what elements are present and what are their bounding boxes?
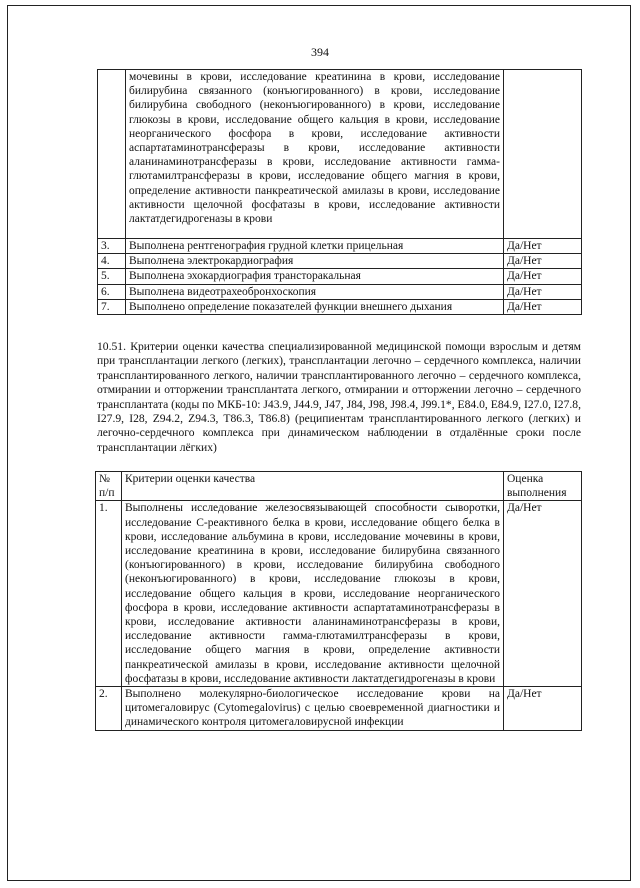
criteria-text: Выполнена рентгенография грудной клетки прицельная <box>126 239 504 254</box>
row-number <box>98 70 126 239</box>
rating-cell: Да/Нет <box>504 239 582 254</box>
table-header-row <box>96 472 582 501</box>
criteria-text: Выполнена электрокардиография <box>126 254 504 269</box>
table-row <box>98 299 582 314</box>
row-number: 6. <box>98 284 126 299</box>
table-row <box>98 254 582 269</box>
page-number: 394 <box>311 45 329 59</box>
criteria-text: Выполнено молекулярно-биологическое исследование крови на цитомегаловирус (Cytomegalovirus) с целью своевременной диагностики и динамического контроля цитомегаловирусной инфекции <box>122 687 504 731</box>
section-heading-paragraph: 10.51. Критерии оценки качества специализированной медицинской помощи взрослым и детям при трансплантации легкого (легких), трансплантации легочно – сердечного комплекса, наличии трансплантированного легкого, наличии трансплантированного легочно – сердечного комплекса, отмирании и отторжении трансплантата легкого, отмирании и отторжении легочно – сердечного трансплантата (коды по МКБ-10: J43.9, J44.9, J47, J84, J98, J98.4, J99.1*, E84.0, E84.9, I27.0, I27.8, I27.9, I28, Z94.2, Z94.3, T86.3, T86.8) (реципиентам трансплантированного легкого (легких) и легочно-сердечного комплекса при динамическом наблюдении в отдалённые сроки после трансплантации лёгких) <box>97 340 581 454</box>
row-number: 4. <box>98 254 126 269</box>
row-number: 3. <box>98 239 126 254</box>
criteria-table <box>95 471 582 731</box>
criteria-text: мочевины в крови, исследование креатинина в крови, исследование билирубина связанного (конъюгированного) в крови, исследование билирубина свободного (неконъюгированного) в крови, исследование глюкозы в крови, исследование общего кальция в крови, исследование неорганического фосфора в крови, исследование активности аспартатаминотрансферазы в крови, исследование активности аланинаминотрансферазы в крови, исследование активности гамма-глютамилтрансферазы в крови, исследование общего магния в крови, определение активности панкреатической амилазы в крови, исследование активности щелочной фосфатазы в крови, исследование активности лактатдегидрогеназы в крови <box>126 70 504 239</box>
rating-cell: Да/Нет <box>504 284 582 299</box>
table-row <box>96 501 582 687</box>
criteria-text: Выполнена видеотрахеобронхоскопия <box>126 284 504 299</box>
table-row <box>96 687 582 731</box>
rating-cell: Да/Нет <box>504 501 582 687</box>
header-number: № п/п <box>96 472 122 501</box>
rating-cell <box>504 70 582 239</box>
table-row <box>98 70 582 239</box>
table-row <box>98 239 582 254</box>
row-number: 7. <box>98 299 126 314</box>
rating-cell: Да/Нет <box>504 254 582 269</box>
rating-cell: Да/Нет <box>504 269 582 284</box>
criteria-text: Выполнено определение показателей функции внешнего дыхания <box>126 299 504 314</box>
table-row <box>98 284 582 299</box>
criteria-text: Выполнена эхокардиография трансторакальная <box>126 269 504 284</box>
rating-cell: Да/Нет <box>504 687 582 731</box>
row-number: 2. <box>96 687 122 731</box>
table-row <box>98 269 582 284</box>
rating-cell: Да/Нет <box>504 299 582 314</box>
header-criteria: Критерии оценки качества <box>122 472 504 501</box>
header-rating: Оценка выполнения <box>504 472 582 501</box>
criteria-text: Выполнены исследование железосвязывающей способности сыворотки, исследование С-реактивного белка в крови, исследование общего белка в крови, исследование альбумина в крови, исследование мочевины в крови, исследование креатинина в крови, исследование билирубина связанного (конъюгированного) в крови, исследование билирубина свободного (неконъюгированного) в крови, исследование глюкозы в крови, исследование общего кальция в крови, исследование неорганического фосфора в крови, исследование активности аспартатаминотрансферазы в крови, исследование активности аланинаминотрансферазы в крови, исследование активности гамма-глютамилтрансферазы в крови, исследование общего магния в крови, определение активности панкреатической амилазы в крови, исследование активности щелочной фосфатазы в крови, исследование активности лактатдегидрогеназы в крови <box>122 501 504 687</box>
criteria-table-continued <box>97 69 582 315</box>
row-number: 1. <box>96 501 122 687</box>
row-number: 5. <box>98 269 126 284</box>
